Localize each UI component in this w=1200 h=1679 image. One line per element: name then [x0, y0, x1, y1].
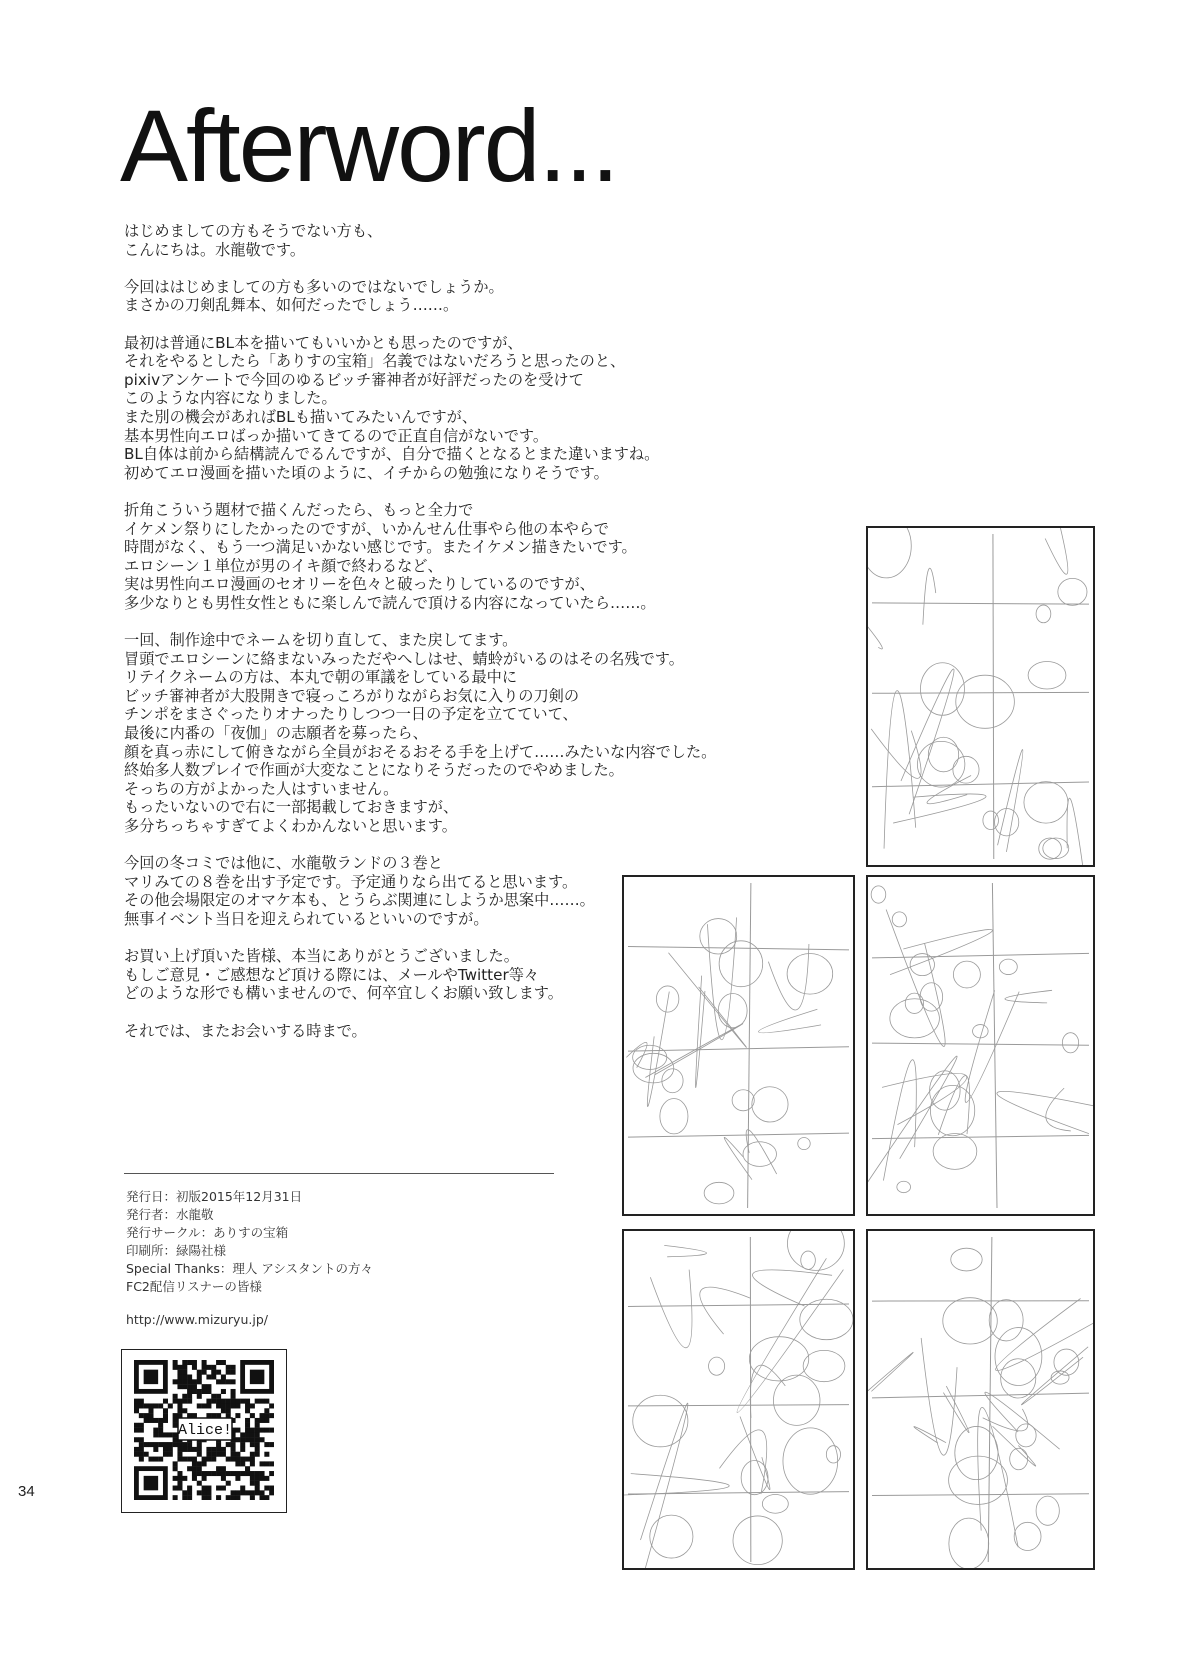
qr-code — [121, 1349, 287, 1513]
pencil-sketch-icon — [624, 877, 853, 1214]
sketch-panel-bottom-right — [866, 1229, 1095, 1570]
paragraph — [124, 222, 804, 259]
pencil-sketch-icon — [868, 1231, 1093, 1568]
text-line: それをやるとしたら「ありすの宝箱」名義ではないだろうと思ったのと、 — [124, 352, 626, 371]
text-line: 今回ははじめましての方も多いのではないでしょうか。 — [124, 277, 504, 296]
text-line: リテイクネームの方は、本丸で朝の軍議をしている最中に — [124, 668, 518, 687]
sketch-panel-bottom-left — [622, 1229, 855, 1570]
text-line: そっちの方がよかった人はすいません。 — [124, 779, 399, 798]
colophon-line: FC2配信リスナーの皆様 — [126, 1279, 262, 1294]
page-title: Afterword... — [120, 89, 618, 203]
text-line: ビッチ審神者が大股開きで寝っころがりながらお気に入りの刀剣の — [124, 686, 580, 705]
text-line: 終始多人数プレイで作画が大変なことになりそうだったのでやめました。 — [124, 761, 624, 780]
website-url[interactable]: http://www.mizuryu.jp/ — [126, 1312, 268, 1327]
text-line: 最初は普通にBL本を描いてもいいかとも思ったのですが、 — [124, 333, 523, 352]
text-line: 顔を真っ赤にして俯きながら全員がおそるおそる手を上げて……みたいな内容でした。 — [124, 742, 717, 761]
pencil-sketch-icon — [868, 528, 1093, 865]
qr-code-icon — [134, 1360, 274, 1500]
text-line: 折角こういう題材で描くんだったら、もっと全力で — [124, 500, 474, 519]
paragraph — [124, 278, 804, 315]
text-line: チンポをまさぐったりオナったりしつつ一日の予定を立てていて、 — [124, 705, 578, 724]
paragraph — [124, 501, 804, 613]
text-line: お買い上げ頂いた皆様、本当にありがとうございました。 — [124, 947, 519, 966]
text-line: 多分ちっちゃすぎてよくわかんないと思います。 — [124, 817, 457, 835]
page-number: 34 — [18, 1483, 35, 1500]
text-line: 時間がなく、もう一つ満足いかない感じです。またイケメン描きたいです。 — [124, 538, 637, 557]
text-line: どのような形でも構いませんので、何卒宜しくお願い致します。 — [124, 984, 563, 1003]
text-line: マリみての８巻を出す予定です。予定通りなら出てると思います。 — [124, 872, 578, 891]
paragraph — [124, 631, 804, 836]
colophon-line: 発行者：水龍敬 — [126, 1207, 214, 1222]
text-line: 無事イベント当日を迎えられているといいのですが。 — [124, 909, 489, 928]
colophon-line: 発行日：初版2015年12月31日 — [126, 1189, 303, 1204]
sketch-panel-top-right — [866, 526, 1095, 867]
text-line: 一回、制作途中でネームを切り直して、また戻してます。 — [124, 631, 518, 650]
text-line: 今回の冬コミでは他に、水龍敬ランドの３巻と — [124, 854, 443, 873]
text-line: エロシーン１単位が男のイキ顔で終わるなど、 — [124, 556, 443, 575]
text-line: pixivアンケートで今回のゆるビッチ審神者が好評だったのを受けて — [124, 370, 584, 389]
colophon — [126, 1188, 373, 1296]
sketch-panel-mid-right — [866, 875, 1095, 1216]
text-line: BL自体は前から結構読んでるんですが、自分で描くとなるとまた違いますね。 — [124, 445, 660, 464]
text-line: 冒頭でエロシーンに絡まないみっただやへしはせ、蜻蛉がいるのはその名残です。 — [124, 649, 684, 668]
text-line: 基本男性向エロばっか描いてきてるので正直自信がないです。 — [124, 426, 549, 445]
sketch-panel-mid-left — [622, 875, 855, 1216]
text-line: 実は男性向エロ漫画のセオリーを色々と破ったりしているのですが、 — [124, 575, 595, 594]
text-line: その他会場限定のオマケ本も、とうらぶ関連にしようか思案中……。 — [124, 891, 595, 910]
text-line: また別の機会があればBLも描いてみたいんですが、 — [124, 407, 478, 426]
text-line: もしご意見・ご感想など頂ける際には、メールやTwitter等々 — [124, 965, 540, 984]
text-line: イケメン祭りにしたかったのですが、いかんせん仕事やら他の本やらで — [124, 519, 609, 538]
text-line: こんにちは。水龍敬です。 — [124, 240, 306, 259]
pencil-sketch-icon — [868, 877, 1093, 1214]
colophon-line: 印刷所：緑陽社様 — [126, 1243, 227, 1258]
text-line: このような内容になりました。 — [124, 389, 337, 408]
text-line: それでは、またお会いする時まで。 — [124, 1021, 367, 1040]
text-line: 多少なりとも男性女性ともに楽しんで読んで頂ける内容になっていたら……。 — [124, 593, 656, 612]
text-line: 初めてエロ漫画を描いた頃のように、イチからの勉強になりそうです。 — [124, 463, 609, 482]
colophon-line: Special Thanks：理人 アシスタントの方々 — [126, 1261, 374, 1276]
qr-label: Alice! — [177, 1422, 233, 1439]
text-line: まさかの刀剣乱舞本、如何だったでしょう……。 — [124, 296, 459, 315]
text-line: はじめましての方もそうでない方も、 — [124, 222, 383, 240]
colophon-line: 発行サークル：ありすの宝箱 — [126, 1225, 289, 1240]
pencil-sketch-icon — [624, 1231, 853, 1568]
paragraph — [124, 334, 804, 483]
text-line: もったいないので右に一部掲載しておきますが、 — [124, 798, 459, 817]
divider — [124, 1173, 554, 1174]
text-line: 最後に内番の「夜伽」の志願者を募ったら、 — [124, 724, 428, 743]
